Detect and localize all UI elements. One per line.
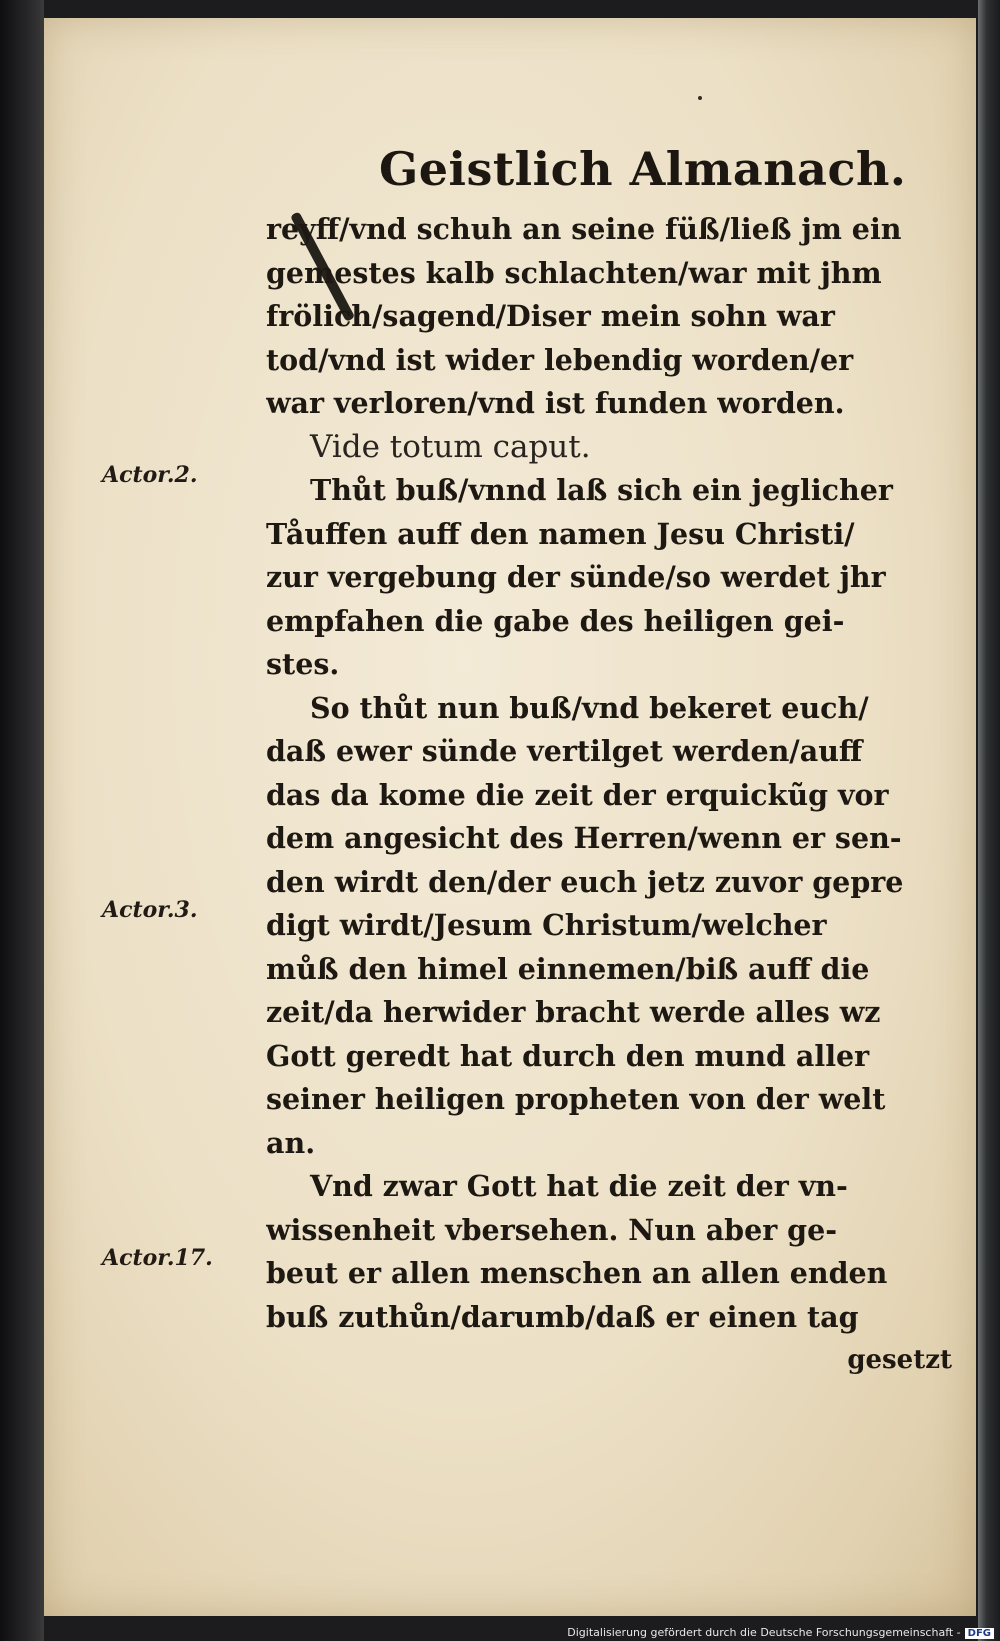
text-line: den wirdt den/der euch jetz zuvor gepre: [266, 864, 904, 899]
text-line: tod/vnd ist wider lebendig worden/er: [266, 342, 854, 377]
text-line: frölich/sagend/Diser mein sohn war: [266, 299, 835, 333]
margin-note-actor-2: Actor.2.: [102, 462, 198, 488]
scanner-edge-right: [978, 0, 1000, 1641]
dfg-logo: DFG: [965, 1628, 994, 1639]
catchword: gesetzt: [847, 1345, 952, 1375]
text-line: das da kome die zeit der erquickũg vor: [266, 777, 889, 812]
text-line: Tåuffen auff den namen Jesu Christi/: [266, 516, 855, 551]
text-line: můß den himel einnemen/biß auff die: [266, 951, 870, 986]
scanner-edge-left: [0, 0, 44, 1641]
book-page: [44, 18, 976, 1616]
ink-speck: [698, 96, 702, 100]
text-line: Gott geredt hat durch den mund aller: [266, 1038, 870, 1073]
text-line: stes.: [266, 647, 340, 681]
text-line: wissenheit vbersehen. Nun aber ge-: [266, 1212, 838, 1247]
latin-reference: Vide totum caput.: [310, 428, 591, 465]
running-head: Geistlich Almanach.: [379, 142, 907, 196]
text-line: Thůt buß/vnnd laß sich ein jeglicher: [310, 473, 893, 507]
text-line: So thůt nun buß/vnd bekeret euch/: [310, 690, 869, 725]
body-text: [266, 208, 956, 1383]
text-line: digt wirdt/Jesum Christum/welcher: [266, 908, 827, 942]
text-line: zur vergebung der sünde/so werdet jhr: [266, 560, 886, 594]
text-line: seiner heiligen propheten von der welt: [266, 1082, 886, 1116]
credit-text: Digitalisierung gefördert durch die Deutsche Forschungsgemeinschaft -: [567, 1626, 961, 1639]
margin-note-actor-3: Actor.3.: [102, 897, 198, 923]
text-line: reyff/vnd schuh an seine füß/ließ jm ein: [266, 212, 902, 246]
text-line: empfahen die gabe des heiligen gei-: [266, 603, 845, 638]
text-line: zeit/da herwider bracht werde alles wz: [266, 995, 881, 1029]
text-line: Vnd zwar Gott hat die zeit der vn-: [310, 1169, 848, 1203]
text-line: buß zuthůn/darumb/daß er einen tag: [266, 1299, 859, 1334]
digitization-credit: [567, 1626, 994, 1639]
text-line: beut er allen menschen an allen enden: [266, 1256, 888, 1290]
text-line: war verloren/vnd ist funden worden.: [266, 386, 845, 420]
margin-note-actor-17: Actor.17.: [102, 1245, 213, 1271]
text-line: daß ewer sünde vertilget werden/auff: [266, 734, 863, 768]
text-line: dem angesicht des Herren/wenn er sen-: [266, 821, 902, 855]
text-line: an.: [266, 1125, 316, 1160]
text-line: gemestes kalb schlachten/war mit jhm: [266, 255, 882, 290]
